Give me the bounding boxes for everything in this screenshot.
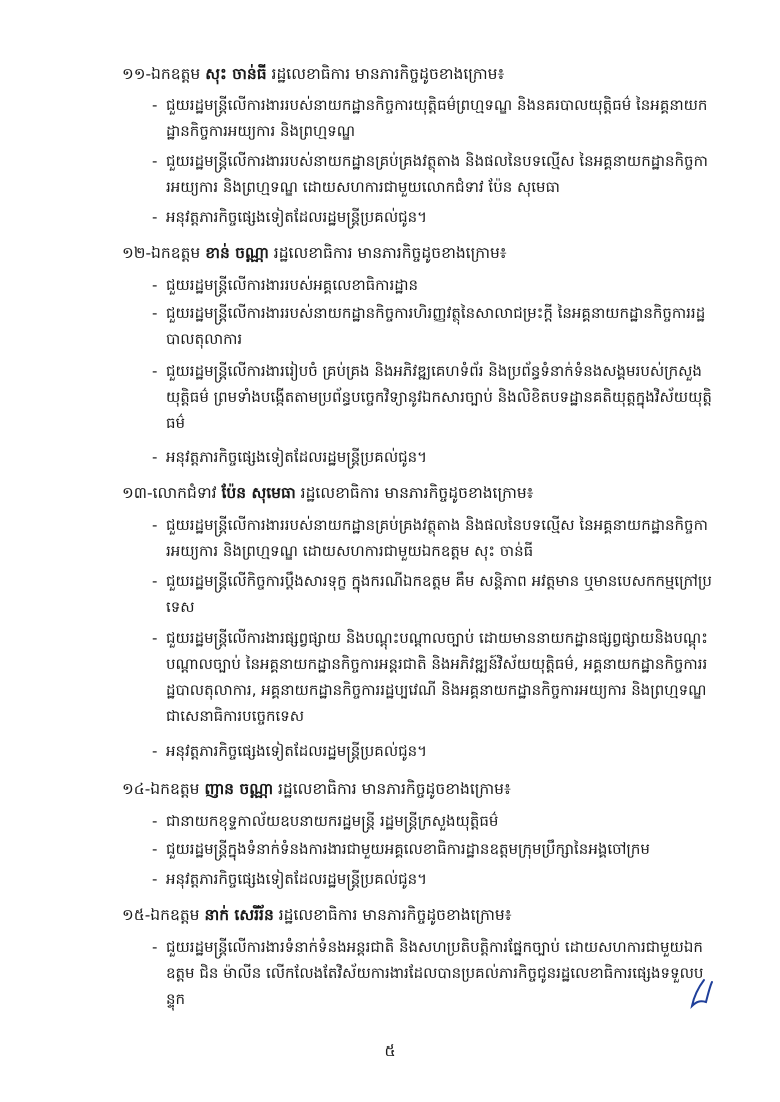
duty-item: - អនុវត្តភារកិច្ចផ្សេងទៀតដែលរដ្ឋមន្ត្រីប្រគល់ជូន។ (152, 870, 428, 888)
section-heading (122, 904, 512, 926)
section-heading (122, 242, 507, 264)
page-number: ៥ (384, 1041, 396, 1060)
duty-item: - ជួយរដ្ឋមន្ត្រីលើការងារទំនាក់ទំនងអន្តរជាតិ និងសហប្រតិបត្តិការផ្នែកច្បាប់ ដោយសហការជាមួយឯកឧត្តម ជិន ម៉ាលីន លើកលែងតែវិស័យការងារដែលបានប្រគល់ភារកិច្ចជូនរដ្ឋលេខាធិការផ្សេងទទួលបន្ទុក (152, 938, 704, 1008)
role-text: រដ្ឋលេខាធិការ មានភារកិច្ចដូចខាងក្រោម៖ (268, 244, 507, 262)
duty-item: - ជួយរដ្ឋមន្ត្រីលើការងាររបស់នាយកដ្ឋានកិច្ចការហិរញ្ញវត្ថុនៃសាលាជម្រះក្តី នៃអគ្គនាយកដ្ឋានកិច្ចការរដ្ឋបាលតុលាការ (152, 304, 706, 348)
duty-item: - អនុវត្តភារកិច្ចផ្សេងទៀតដែលរដ្ឋមន្ត្រីប្រគល់ជូន។ (152, 448, 428, 466)
role-text: រដ្ឋលេខាធិការ មានភារកិច្ចដូចខាងក្រោម៖ (266, 65, 505, 83)
duty-item: - អនុវត្តភារកិច្ចផ្សេងទៀតដែលរដ្ឋមន្ត្រីប្រគល់ជូន។ (152, 208, 428, 226)
official-name: ប៉ែន សុមេធា (221, 484, 296, 502)
role-text: រដ្ឋលេខាធិការ មានភារកិច្ចដូចខាងក្រោម៖ (273, 780, 511, 798)
duty-item: - ជួយរដ្ឋមន្ត្រីលើការងារផ្សព្វផ្សាយ និងបណ្តុះបណ្តាលច្បាប់ ដោយមាននាយកដ្ឋានផ្សព្វផ្សាយនិងបណ្តុះបណ្តាលច្បាប់ នៃអគ្គនាយកដ្ឋានកិច្ចការអន្តរជាតិ និងអភិវឌ្ឍន៍វិស័យយុត្តិធម៌, អគ្គនាយកដ្ឋានកិច្ចការរដ្ឋបាលតុលាការ, អគ្គនាយកដ្ឋានកិច្ចការរដ្ឋប្បវេណី និងអគ្គនាយកដ្ឋានកិច្ចការអយ្យការ និងព្រហ្មទណ្ឌ ជាសេនាធិការបច្ចេកទេស (152, 629, 708, 725)
section-number: ១៣ (122, 484, 147, 502)
official-name: សុះ ចាន់ធី (205, 65, 267, 83)
duty-item: - ជួយរដ្ឋមន្ត្រីលើការងាររៀបចំ គ្រប់គ្រង និងអភិវឌ្ឍគេហទំព័រ និងប្រព័ន្ធទំនាក់ទំនងសង្គមរបស់ក្រសួងយុត្តិធម៌ ព្រមទាំងបង្កើតតាមប្រព័ន្ធបច្ចេកវិទ្យានូវឯកសារច្បាប់ និងលិខិតបទដ្ឋានគតិយុត្តក្នុងវិស័យយុត្តិធម៌ (152, 362, 712, 432)
role-text: រដ្ឋលេខាធិការ មានភារកិច្ចដូចខាងក្រោម៖ (295, 484, 534, 502)
handwritten-initial (684, 976, 718, 1016)
section-heading (122, 63, 504, 85)
section-heading (122, 778, 511, 800)
duty-item: - ជួយរដ្ឋមន្ត្រីលើការងាររបស់នាយកដ្ឋានគ្រប់គ្រងវត្ថុតាង និងផលនៃបទល្មើស នៃអគ្គនាយកដ្ឋានកិច្ចការអយ្យការ និងព្រហ្មទណ្ឌ ដោយសហការជាមួយឯកឧត្តម សុះ ចាន់ធី (152, 516, 708, 560)
duty-item: - អនុវត្តភារកិច្ចផ្សេងទៀតដែលរដ្ឋមន្ត្រីប្រគល់ជូន។ (152, 742, 428, 760)
duty-item: - ជួយរដ្ឋមន្ត្រីលើកិច្ចការប្ដឹងសារទុក្ខ ក្នុងករណីឯកឧត្តម គឹម សន្តិភាព អវត្តមាន ឬមានបេសកកម្មក្រៅប្រទេស (152, 572, 712, 616)
honorific: -លោកជំទាវ (146, 484, 222, 502)
honorific: -ឯកឧត្តម (145, 244, 206, 262)
duty-item: - ជួយរដ្ឋមន្ត្រីលើការងាររបស់អគ្គលេខាធិការដ្ឋាន (152, 276, 419, 294)
honorific: -ឯកឧត្តម (144, 906, 205, 924)
official-name: នាក់ សេរីរ័ន (204, 906, 274, 924)
duty-item: - ជួយរដ្ឋមន្ត្រីលើការងាររបស់នាយកដ្ឋានកិច្ចការយុត្តិធម៌ព្រហ្មទណ្ឌ និងនគរបាលយុត្តិធម៌ នៃអគ្គនាយកដ្ឋានកិច្ចការអយ្យការ និងព្រហ្មទណ្ឌ (152, 96, 708, 140)
section-heading (122, 482, 534, 504)
role-text: រដ្ឋលេខាធិការ មានភារកិច្ចដូចខាងក្រោម៖ (273, 906, 512, 924)
honorific: -ឯកឧត្តម (144, 780, 205, 798)
section-number: ១១ (122, 65, 146, 83)
official-name: ញាន ចណ្ណា (204, 780, 274, 798)
section-number: ១៥ (122, 906, 145, 924)
duty-item: - ជានាយកខុទ្ទកាល័យឧបនាយករដ្ឋមន្ត្រី រដ្ឋមន្ត្រីក្រសួងយុត្តិធម៌ (152, 812, 499, 830)
duty-item: - ជួយរដ្ឋមន្ត្រីលើការងាររបស់នាយកដ្ឋានគ្រប់គ្រងវត្ថុតាង និងផលនៃបទល្មើស នៃអគ្គនាយកដ្ឋានកិច្ចការអយ្យការ និងព្រហ្មទណ្ឌ ដោយសហការជាមួយលោកជំទាវ ប៉ែន សុមេធា (152, 152, 708, 196)
duty-item: - ជួយរដ្ឋមន្ត្រីក្នុងទំនាក់ទំនងការងារជាមួយអគ្គលេខាធិការដ្ឋានឧត្តមក្រុមប្រឹក្សានៃអង្គចៅក្រម (152, 840, 650, 858)
section-number: ១២ (122, 244, 146, 262)
section-number: ១៤ (122, 780, 145, 798)
official-name: ខាន់ ចណ្ណា (205, 244, 269, 262)
honorific: -ឯកឧត្តម (145, 65, 206, 83)
